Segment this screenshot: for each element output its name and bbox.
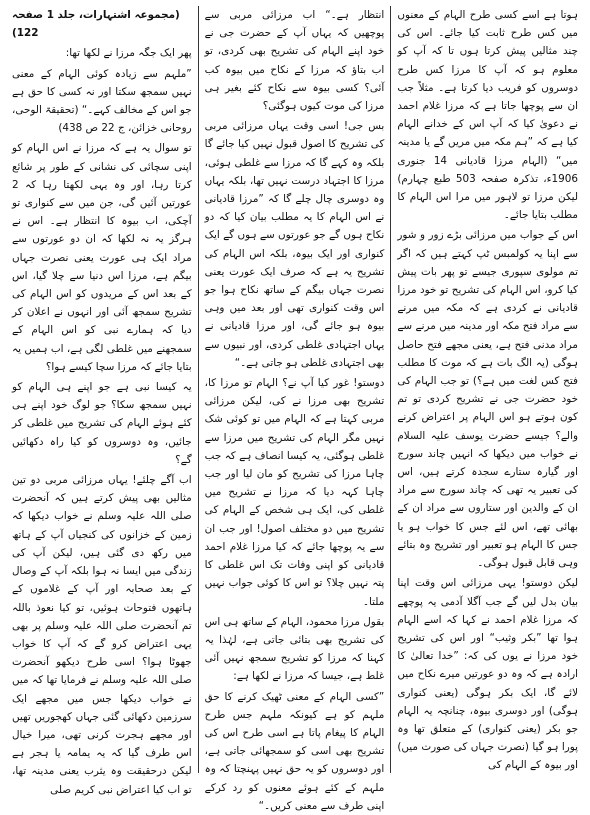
- paragraph: یہ کیسا نبی ہے جو اپنے ہی الہام کو نہیں سمجھ سکا؟ جو لوگ خود اپنے ہی کئے ہوئے الہام کی تشریح میں غلطی کر جائیں، وہ دوسروں کو کیا راہ دکھائیں گے؟: [11, 381, 192, 466]
- paragraph: پھر ایک جگہ مرزا نے لکھا تھا:: [65, 47, 192, 60]
- column-right: [391, 6, 584, 773]
- paragraph: اب آگے چلئے! یہاں مرزائی مربی دو تین مثالیں بھی پیش کرتے ہیں کہ آنحضرت صلی اللہ علیہ وسلم نے خواب دیکھا کہ زمین کے خزانوں کی کنجیاں آپ کے ہاتھ میں رکھ دی گئی ہیں، لیکن آپ کی زندگی میں ایسا نہ ہوا بلکہ آپ کے وصال کے بعد صحابہ اور آپ کے غلاموں کے ہاتھوں فتوحات ہوئیں، تو کیا نعوذ باللہ تم آنحضرت صلی اللہ علیہ وسلم پر بھی یہی اعتراض کرو گے کہ آپ کا خواب جھوٹا ہوا؟ اسی طرح دیکھو آنحضرت صلی اللہ علیہ وسلم نے فرمایا تھا کہ میں نے خواب دیکھا جس میں مجھے ایک سرزمین دکھائی گئی جہاں کھجوریں تھیں اور مجھے ہجرت کرنی تھی، میرا خیال اس طرف گیا کہ یہ یمامہ یا ہجر ہے لیکن درحقیقت وہ یثرب یعنی مدینہ تھا، تو اب کیا اعتراض نبی کریم صلی: [11, 474, 192, 796]
- paragraph: تو سوال یہ ہے کہ مرزا نے اس الہام کو اپنی سچائی کی نشانی کے طور پر شائع کرتا رہا، اور وہ یہی لکھتا رہا کہ 2 عورتیں آئیں گی، جن میں سے کنواری تو آچکی، اب بیوہ کا انتظار ہے۔ اس نے ہرگز یہ نہ لکھا کہ ان دو عورتوں سے مراد ایک ہی عورت یعنی نصرت جہاں بیگم ہے، مرزا اس دنیا سے چلا گیا، اس کے بعد اس کے مریدوں کو اس الہام کی تشریح سمجھ آئی اور انہوں نے اعلان کر دیا کہ ہمارے نبی کو اس الہام کے سمجھنے میں غلطی لگی ہے، اب ہمیں یہ بتایا جائے کہ مرزا سچا کیسے ہوا؟: [11, 142, 192, 373]
- paragraph: ہوتا ہے اسے کسی طرح الہام کے معنوں میں کس طرح ثابت کیا جائے۔ اس کی چند مثالیں پیش کرتا ہوں تا کہ آپ کو معلوم ہو کہ آپ کا مرزا کس طرح دوسروں کو فریب دیا کرتا ہے۔ مثلاً جب ان سے پوچھا جاتا ہے کہ مرزا غلام احمد نے دعویٰ کیا کہ آپ اس کے خدانے الہام کیا ہے کہ ”ہم مکہ میں مریں گے یا مدینہ میں“ (الہام مرزا قادیانی 14 جنوری 1906ء، تذکرہ صفحہ 503 طبع چہارم) لیکن مرزا تو لاہور میں مرا اس الہام کا مطلب بتایا جائے۔: [397, 9, 578, 222]
- column-left: [6, 6, 199, 796]
- paragraph: لیکن دوستو! یہی مرزائی اس وقت اپنا بیان بدل لیں گے جب آگلا آدمی یہ پوچھے کہ مرزا غلام احمد نے کہا کہ اسے الہام ہوا تھا ”بکر وثیب“ اور اس کی تشریح خود مرزا نے یوں کی کہ: ”خدا تعالیٰ کا ارادہ ہے کہ وہ دو عورتیں میرے نکاح میں لائے گا، ایک بکر ہوگی (یعنی کنواری ہوگی) اور دوسری بیوہ، چنانچہ یہ الہام جو بکر (یعنی کنواری) کے متعلق تھا وہ پورا ہو گیا (نصرت جہاں کی صورت میں) اور بیوہ کے الہام کی: [397, 577, 578, 772]
- paragraph: انتظار ہے۔“ اب مرزائی مربی سے پوچھیں کہ یہاں آپ کے حضرت جی نے خود اپنے الہام کی تشریح بھی کردی، تو اب بتاؤ کہ مرزا کے نکاح میں بیوہ کب آئی؟ کسی بیوہ سے نکاح کئے بغیر ہی مرزا کی موت کیوں ہوگئی؟: [204, 9, 385, 113]
- paragraph: دوستو! غور کیا آپ نے؟ الہام تو مرزا کا، تشریح بھی مرزا نے کی، لیکن مرزائی مربی کہتا ہے کہ الہام میں تو کوئی شک نہیں مگر الہام کی تشریح میں مرزا سے غلطی ہوگئی، یہ کیسا انصاف ہے کہ جب چاہا مرزا کی تشریح کو مان لیا اور جب چاہا کہہ دیا کہ مرزا نے تشریح میں غلطی کی، ایک ہی شخص کے الہام کی تشریح میں دو مختلف اصول! اور جب ان سے یہ پوچھا جائے کہ کیا مرزا غلام احمد قادیانی کو اپنی وفات تک اس غلطی کا پتہ نہیں چلا؟ تو اس کا کوئی جواب نہیں ملتا۔: [204, 377, 385, 608]
- column-middle: [199, 6, 392, 812]
- text-columns: [6, 6, 584, 812]
- paragraph: بس جی! اسی وقت یہاں مرزائی مربی کی تشریح کا اصول قبول نہیں کیا جائے گا بلکہ وہ کہے گا کہ مرزا سے غلطی ہوئی، مرزا کا اجتہاد درست نہیں تھا، بلکہ یہاں وہ دوسری چال چلے گا کہ ”مرزا قادیانی نے اس الہام کا یہ مطلب بیان کیا کہ دو نکاح ہوں گے جو عورتوں سے ہوں گے ایک کنواری اور ایک بیوہ، بلکہ اس الہام کی تشریح یہ ہے کہ صرف ایک عورت یعنی نصرت جہاں بیگم کے ساتھ نکاح ہوا جو اس وقت کنواری تھی اور بعد میں وہی بیوہ ہو جائے گی، اور مرزا قادیانی نے یہاں اجتہادی غلطی کردی، اور نبیوں سے بھی اجتہادی غلطی ہو جاتی ہے۔“: [204, 120, 385, 369]
- quote-block: ”ملہم سے زیادہ کوئی الہام کے معنی نہیں سمجھ سکتا اور نہ کسی کا حق ہے جو اس کے مخالف کہے۔“ (تحقیقۃ الوحی، روحانی خزائن، ج 22 ص 438): [11, 67, 192, 135]
- paragraph: بقول مرزا محمود، الہام کے ساتھ ہی اس کی تشریح بھی بتائی جاتی ہے، لہٰذا یہ کہنا کہ مرزا کو تشریح سمجھ نہیں آئی غلط ہے، جیسا کہ مرزا نے لکھا ہے:: [204, 615, 385, 683]
- citation: (مجموعہ اشتہارات، جلد 1 صفحہ 122): [11, 9, 180, 40]
- paragraph: اس کے جواب میں مرزائی بڑے زور و شور سے اپنا یہ کولمبس ٹپ کہتے ہیں کہ اگر تم مولوی سپوری جیسے تو پھر بات پیش کیا کرو، اس الہام کی تشریح تو خود مرزا قادیانی نے کردی ہے کہ مکہ میں مرنے سے مراد فتح مکہ اور مدینہ میں مرنے سے مراد مدنی فتح ہے، یعنی مجھے فتح حاصل ہوگی (یہ الگ بات ہے کہ موت کا مطلب فتح کس لغت میں ہے؟) تو جب الہام کی خود حضرت جی نے تشریح کردی تو تم کون ہوتے ہو اس الہام پر اعتراض کرنے والے؟ جیسے حضرت یوسف علیہ السلام نے خواب میں دیکھا کہ انہیں چاند سورج اور گیارہ ستارے سجدہ کرتے ہیں، اس کی تعبیر یہ تھی کہ چاند سورج سے مراد ان کے والدین اور ستاروں سے مراد ان کے بھائی تھے، اس لئے جس کا خواب ہو یا جس کا الہام ہو تعبیر اور تشریح وہ بتائے وہی قابل قبول ہوگی۔: [397, 229, 578, 570]
- quote-block: ”کسی الہام کے معنی ٹھیک کرنے کا حق ملہم کو ہے کیونکہ ملہم جس طرح الہام کا پیغام پاتا ہے اسی طرح اس کی تشریح بھی اسی کو سمجھائی جاتی ہے، اور دوسروں کو یہ حق نہیں پہنچتا کہ وہ ملہم کے کئے ہوئے معنوں کو رد کرکے اپنی طرف سے معنی کریں۔“: [204, 690, 385, 812]
